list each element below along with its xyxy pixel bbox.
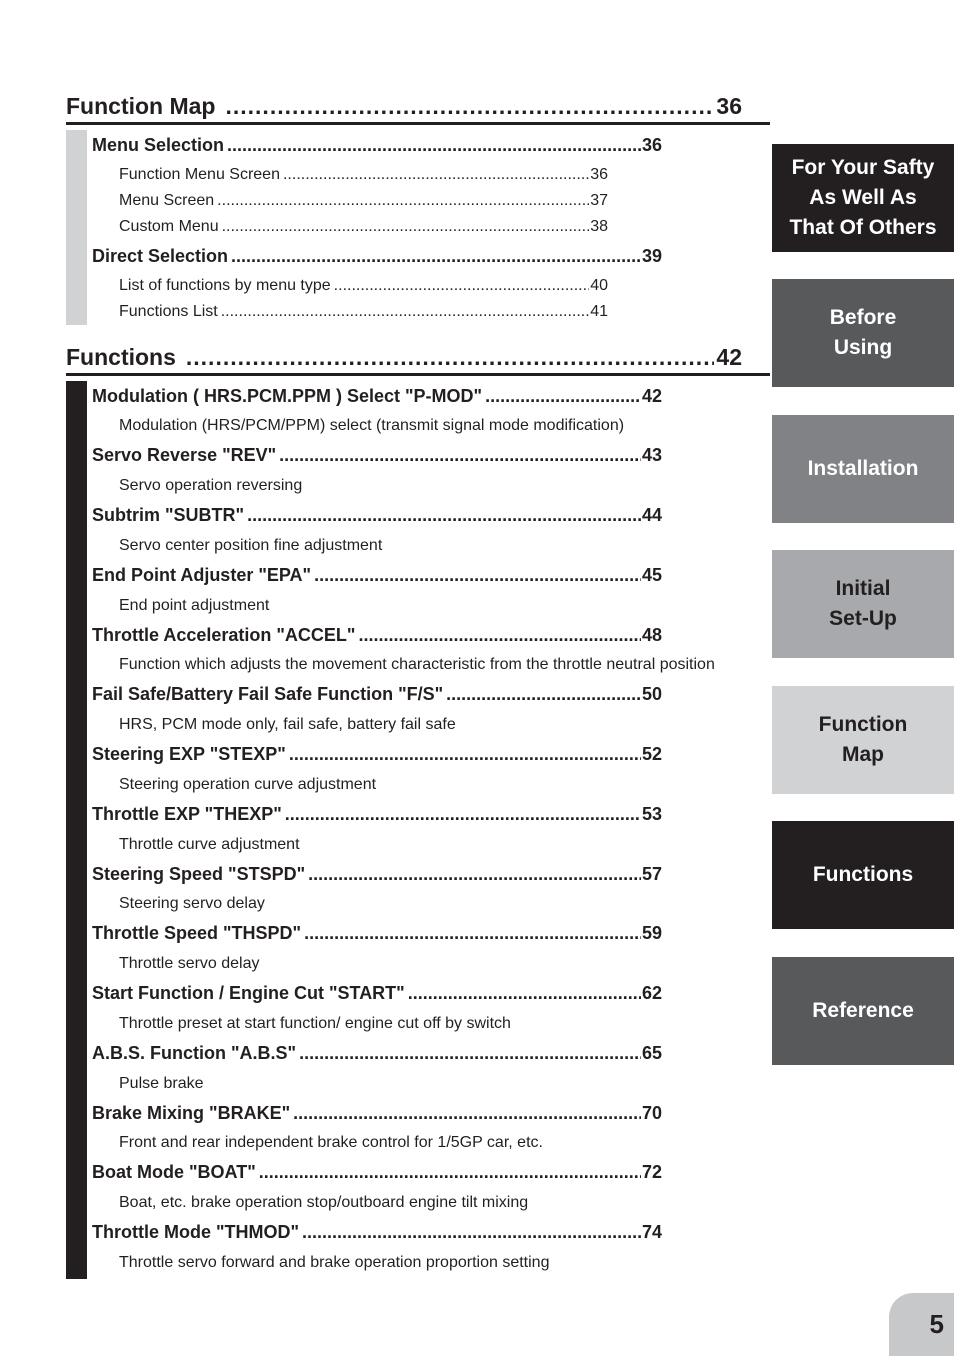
entry-label: Fail Safe/Battery Fail Safe Function "F/S" (92, 684, 444, 704)
section-title: Functions (66, 344, 176, 370)
entry-label: Modulation ( HRS.PCM.PPM ) Select "P-MOD" (92, 386, 483, 406)
entry-page: 57 (641, 864, 662, 884)
entry-label: A.B.S. Function "A.B.S" (92, 1043, 297, 1063)
entry-page: 37 (590, 192, 608, 209)
toc-entry[interactable] (92, 863, 662, 885)
entry-page: 39 (641, 246, 662, 266)
toc-entry[interactable] (92, 624, 662, 646)
entry-label: Steering EXP "STEXP" (92, 744, 286, 764)
entry-page: 52 (641, 744, 662, 764)
tab-installation[interactable]: Installation (772, 415, 954, 523)
toc-entry[interactable] (92, 444, 662, 466)
entry-label: Direct Selection (92, 246, 229, 266)
tab-safety[interactable]: For Your Safty As Well As That Of Others (772, 144, 954, 252)
entry-label: List of functions by menu type (119, 277, 331, 294)
toc-entry[interactable] (92, 1221, 662, 1243)
entry-page: 38 (590, 218, 608, 235)
toc-entry[interactable] (92, 803, 662, 825)
toc-entry[interactable] (92, 134, 662, 156)
toc-entry[interactable] (119, 302, 608, 322)
functions-sidebar-bar (66, 381, 87, 1279)
entry-page: 48 (641, 625, 662, 645)
entry-page: 36 (590, 166, 608, 183)
toc-entry[interactable] (119, 217, 608, 237)
section-page: 36 (716, 93, 742, 119)
toc-entry[interactable] (92, 564, 662, 586)
toc-entry[interactable] (119, 165, 608, 185)
toc-entry[interactable] (92, 1102, 662, 1124)
function-map-sidebar-bar (66, 130, 87, 325)
entry-page: 72 (641, 1162, 662, 1182)
section-heading-functions (66, 344, 770, 376)
entry-label: Custom Menu (119, 218, 219, 235)
entry-label: End Point Adjuster "EPA" (92, 565, 312, 585)
entry-description: Boat, etc. brake operation stop/outboard engine tilt mixing (119, 1194, 529, 1211)
entry-label: Throttle Mode "THMOD" (92, 1222, 300, 1242)
toc-entry[interactable] (92, 385, 662, 407)
entry-description: Servo operation reversing (119, 477, 303, 494)
entry-page: 41 (590, 303, 608, 320)
entry-label: Subtrim "SUBTR" (92, 505, 245, 525)
entry-page: 53 (641, 804, 662, 824)
toc-entry[interactable] (92, 1042, 662, 1064)
page-number: 5 (889, 1293, 954, 1356)
entry-description: Modulation (HRS/PCM/PPM) select (transmit signal mode modification) (119, 417, 625, 434)
entry-label: Throttle Speed "THSPD" (92, 923, 302, 943)
entry-page: 62 (641, 983, 662, 1003)
entry-label: Start Function / Engine Cut "START" (92, 983, 405, 1003)
entry-page: 40 (590, 277, 608, 294)
toc-entry[interactable] (92, 245, 662, 267)
entry-page: 42 (641, 386, 662, 406)
entry-label: Throttle EXP "THEXP" (92, 804, 282, 824)
entry-page: 70 (641, 1103, 662, 1123)
section-heading-function-map (66, 93, 770, 125)
entry-page: 59 (641, 923, 662, 943)
entry-page: 43 (641, 445, 662, 465)
toc-entry[interactable] (92, 982, 662, 1004)
entry-page: 45 (641, 565, 662, 585)
entry-description: Servo center position fine adjustment (119, 537, 383, 554)
toc-entry[interactable] (119, 191, 608, 211)
entry-description: Front and rear independent brake control for 1/5GP car, etc. (119, 1134, 543, 1151)
leader-dots (225, 93, 714, 119)
section-title: Function Map (66, 93, 216, 119)
entry-label: Function Menu Screen (119, 166, 280, 183)
toc-entry[interactable] (119, 276, 608, 296)
entry-description: Steering servo delay (119, 895, 265, 912)
entry-description: Throttle preset at start function/ engine cut off by switch (119, 1015, 511, 1032)
entry-description: Throttle servo delay (119, 955, 260, 972)
entry-label: Steering Speed "STSPD" (92, 864, 306, 884)
entry-description: Function which adjusts the movement characteristic from the throttle neutral position (119, 656, 715, 673)
entry-page: 65 (641, 1043, 662, 1063)
entry-label: Brake Mixing "BRAKE" (92, 1103, 291, 1123)
toc-entry[interactable] (92, 922, 662, 944)
entry-description: Throttle curve adjustment (119, 836, 300, 853)
entry-page: 44 (641, 505, 662, 525)
entry-description: Steering operation curve adjustment (119, 776, 377, 793)
entry-description: Throttle servo forward and brake operation proportion setting (119, 1254, 550, 1271)
section-page: 42 (716, 344, 742, 370)
tab-initial-set-up[interactable]: Initial Set-Up (772, 550, 954, 658)
tab-before-using[interactable]: Before Using (772, 279, 954, 387)
entry-page: 74 (641, 1222, 662, 1242)
entry-page: 36 (641, 135, 662, 155)
toc-entry[interactable] (92, 1161, 662, 1183)
entry-description: End point adjustment (119, 597, 270, 614)
toc-entry[interactable] (92, 743, 662, 765)
entry-label: Menu Screen (119, 192, 215, 209)
tab-functions[interactable]: Functions (772, 821, 954, 929)
entry-label: Functions List (119, 303, 218, 320)
entry-description: HRS, PCM mode only, fail safe, battery fail safe (119, 716, 456, 733)
entry-label: Boat Mode "BOAT" (92, 1162, 256, 1182)
entry-label: Menu Selection (92, 135, 225, 155)
leader-dots (186, 344, 715, 370)
tab-reference[interactable]: Reference (772, 957, 954, 1065)
entry-description: Pulse brake (119, 1075, 204, 1092)
entry-label: Throttle Acceleration "ACCEL" (92, 625, 356, 645)
tab-function-map[interactable]: Function Map (772, 686, 954, 794)
toc-entry[interactable] (92, 504, 662, 526)
toc-entry[interactable] (92, 683, 662, 705)
entry-page: 50 (641, 684, 662, 704)
entry-label: Servo Reverse "REV" (92, 445, 277, 465)
